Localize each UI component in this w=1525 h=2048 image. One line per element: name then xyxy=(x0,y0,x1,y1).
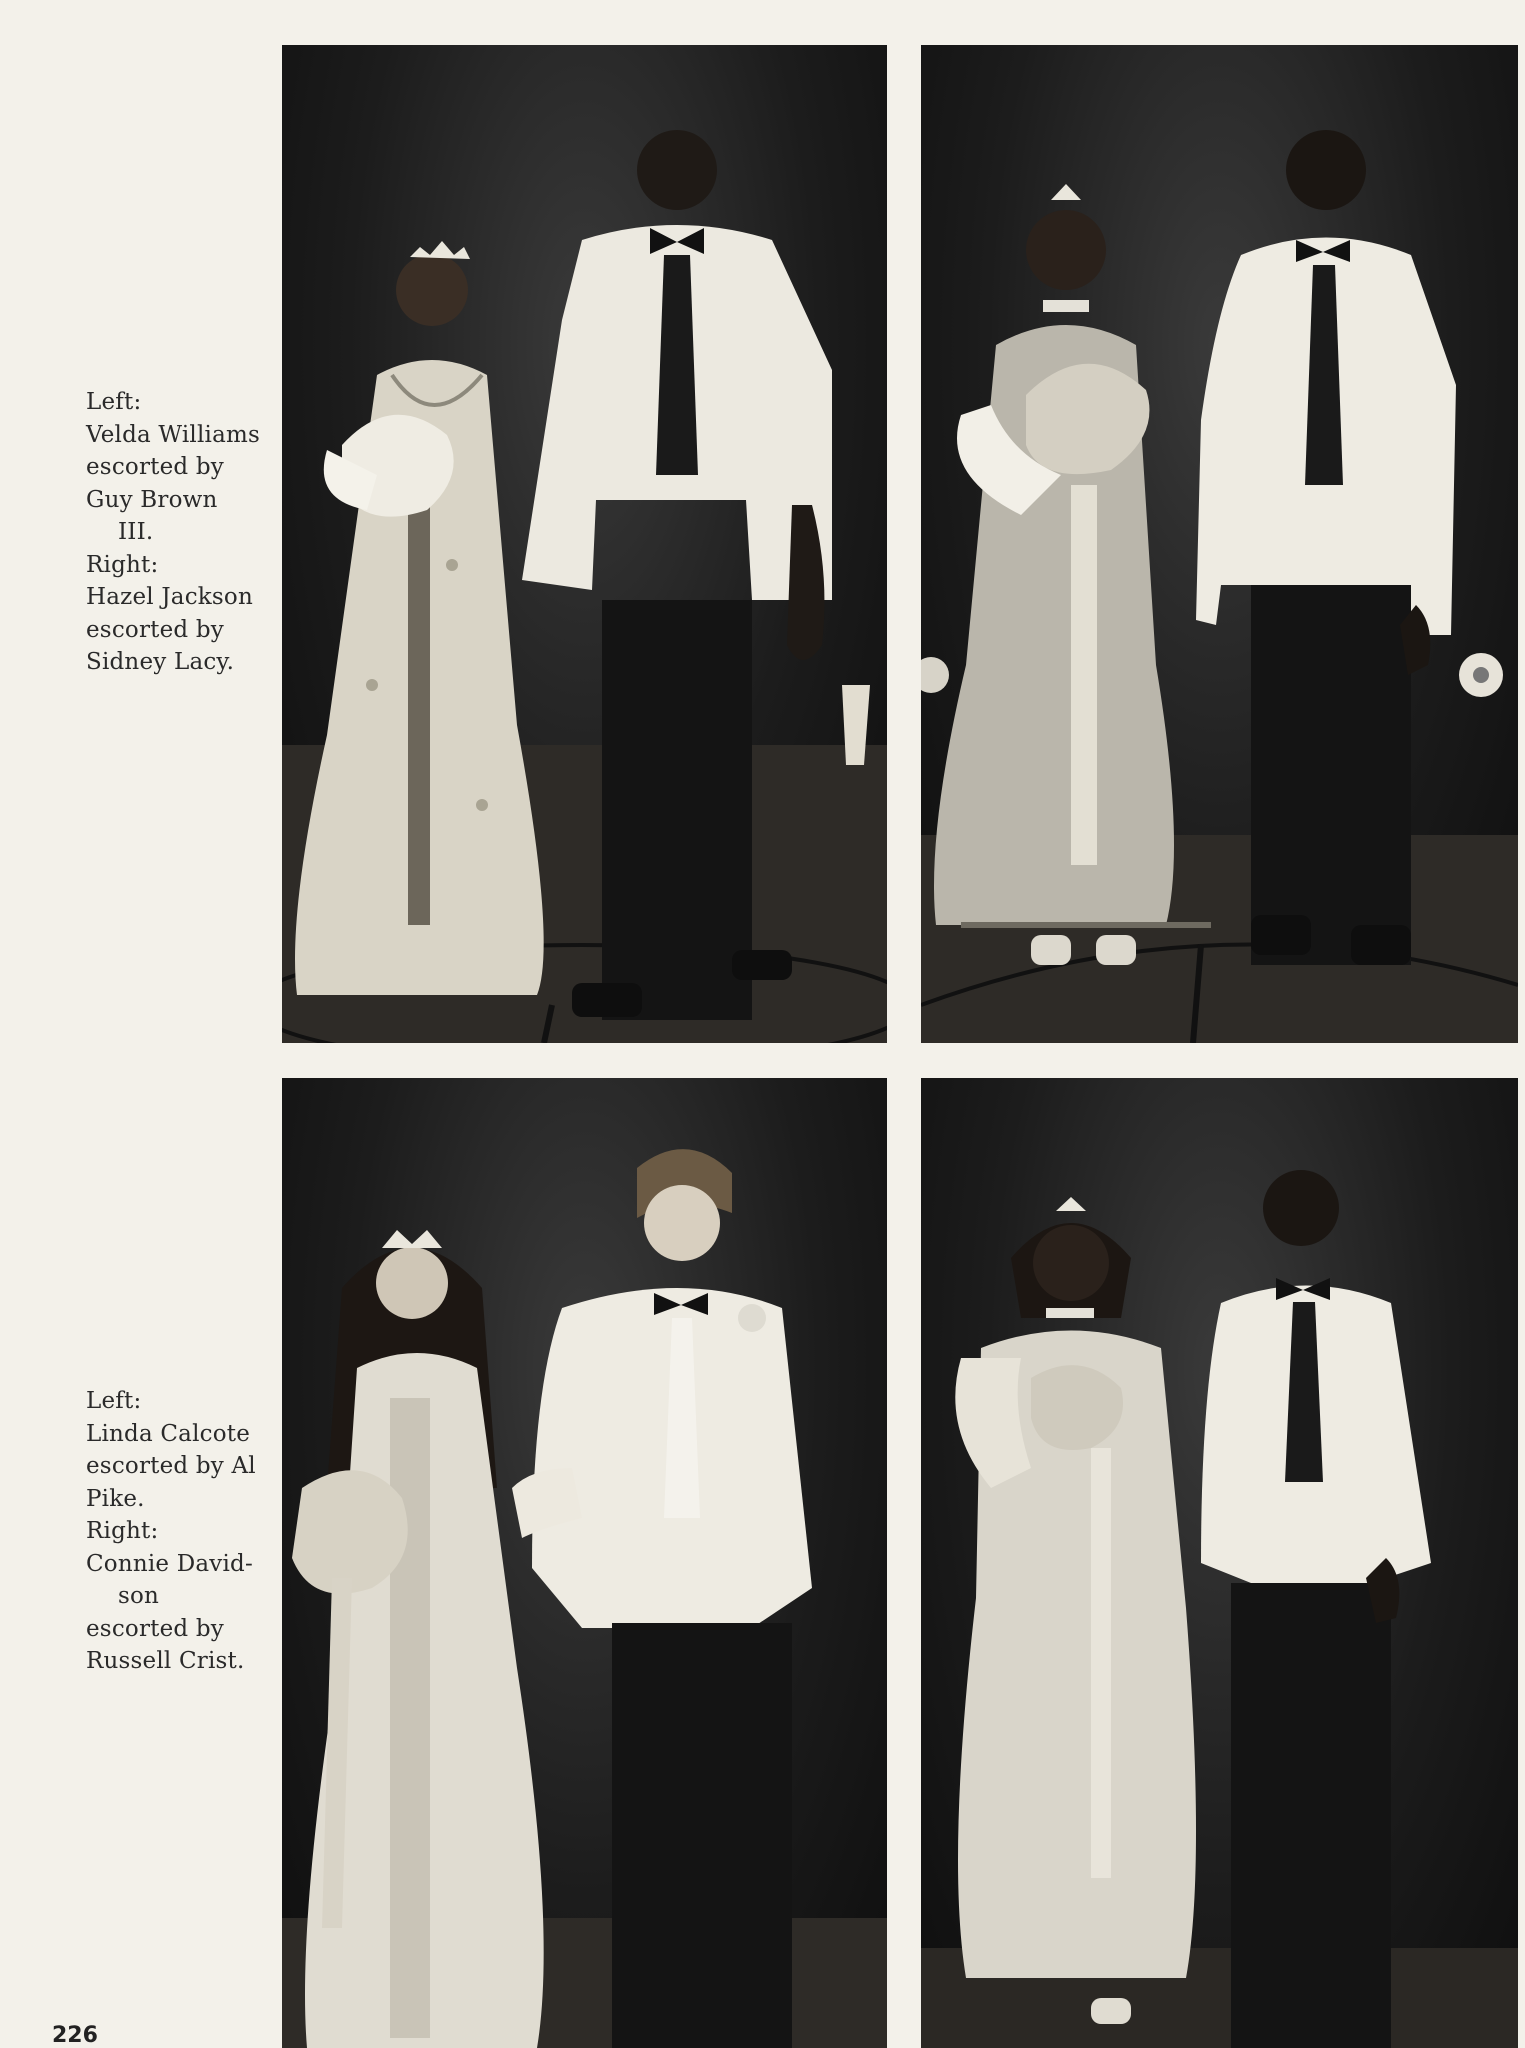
page-number: 226 xyxy=(52,2023,98,2048)
caption-bottom xyxy=(86,1385,286,1678)
caption-name: Guy Brown xyxy=(86,486,218,513)
couple-illustration xyxy=(282,1078,887,2048)
caption-top xyxy=(86,386,286,679)
caption-text: escorted by xyxy=(86,616,224,643)
caption-left-label: Left: xyxy=(86,1388,142,1414)
photo-top-left xyxy=(282,45,887,1043)
photo-top-right xyxy=(921,45,1518,1043)
caption-left-label: Left: xyxy=(86,389,142,415)
caption-name: son xyxy=(118,1583,160,1609)
couple-illustration xyxy=(921,1078,1518,2048)
caption-text: escorted by xyxy=(86,1615,224,1642)
photo-bottom-left xyxy=(282,1078,887,2048)
photo-bottom-right xyxy=(921,1078,1518,2048)
caption-name: Connie David- xyxy=(86,1550,253,1577)
caption-name: Linda Calcote xyxy=(86,1420,251,1447)
caption-name: Hazel Jackson xyxy=(86,584,253,610)
caption-right-label: Right: xyxy=(86,1518,159,1544)
caption-name: Sidney Lacy. xyxy=(86,649,235,675)
caption-right-label: Right: xyxy=(86,551,159,578)
caption-name: Russell Crist. xyxy=(86,1648,245,1674)
caption-name: Velda Williams xyxy=(86,421,260,448)
caption-name: Pike. xyxy=(86,1485,145,1512)
caption-text: escorted by xyxy=(86,454,224,480)
couple-illustration xyxy=(282,45,887,1043)
caption-text: escorted by Al xyxy=(86,1453,256,1479)
couple-illustration xyxy=(921,45,1518,1043)
caption-name: III. xyxy=(118,519,154,545)
